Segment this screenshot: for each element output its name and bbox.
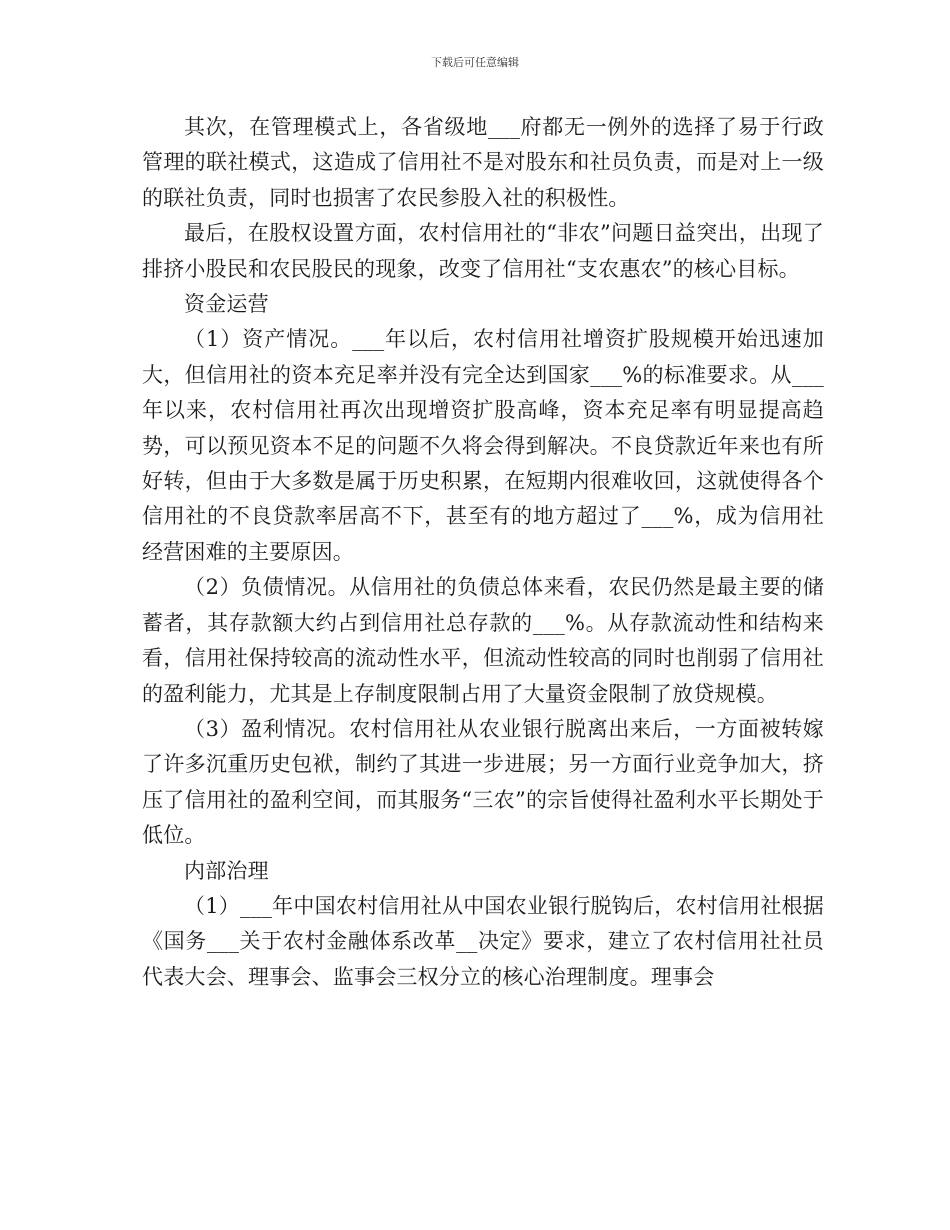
paragraph-profit: （3）盈利情况。农村信用社从农业银行脱离出来后，一方面被转嫁了许多沉重历史包袱，制约了其进一步进展；另一方面行业竞争加大，挤压了信用社的盈利空间，而其服务“三农”的宗旨使得社盈利水平长期处于低位。	[142, 716, 824, 848]
page-header: 下载后可任意编辑	[431, 56, 519, 69]
paragraph-management-mode: 其次，在管理模式上，各省级地___府都无一例外的选择了易于行政管理的联社模式，这造成了信用社不是对股东和社员负责，而是对上一级的联社负责，同时也损害了农民参股入社的积极性。	[142, 115, 824, 210]
paragraph-assets: （1）资产情况。___年以后，农村信用社增资扩股规模开始迅速加大，但信用社的资本充足率并没有完全达到国家___%的标准要求。从___年以来，农村信用社再次出现增资扩股高峰，资本充足率有明显提高趋势，可以预见资本不足的问题不久将会得到解决。不良贷款近年来也有所好转，但由于大多数是属于历史积累，在短期内很难收回，这就使得各个信用社的不良贷款率居高不下，甚至有的地方超过了___%，成为信用社经营困难的主要原因。	[142, 327, 824, 564]
paragraph-liabilities: （2）负债情况。从信用社的负债总体来看，农民仍然是最主要的储蓄者，其存款额大约占到信用社总存款的___%。从存款流动性和结构来看，信用社保持较高的流动性水平，但流动性较高的同时也削弱了信用社的盈利能力，尤其是上存制度限制占用了大量资金限制了放贷规模。	[142, 575, 824, 706]
paragraph-equity-setting: 最后，在股权设置方面，农村信用社的“非农”问题日益突出，出现了排挤小股民和农民股民的现象，改变了信用社“支农惠农”的核心目标。	[142, 221, 824, 281]
paragraph-governance-structure: （1）___年中国农村信用社从中国农业银行脱钩后，农村信用社根据《国务___关于农村金融体系改革__决定》要求，建立了农村信用社社员代表大会、理事会、监事会三权分立的核心治理制度。理事会	[142, 893, 824, 989]
section-heading-internal-governance: 内部治理	[184, 858, 269, 883]
document-body	[142, 110, 824, 995]
section-heading-fund-operation: 资金运营	[184, 292, 269, 317]
